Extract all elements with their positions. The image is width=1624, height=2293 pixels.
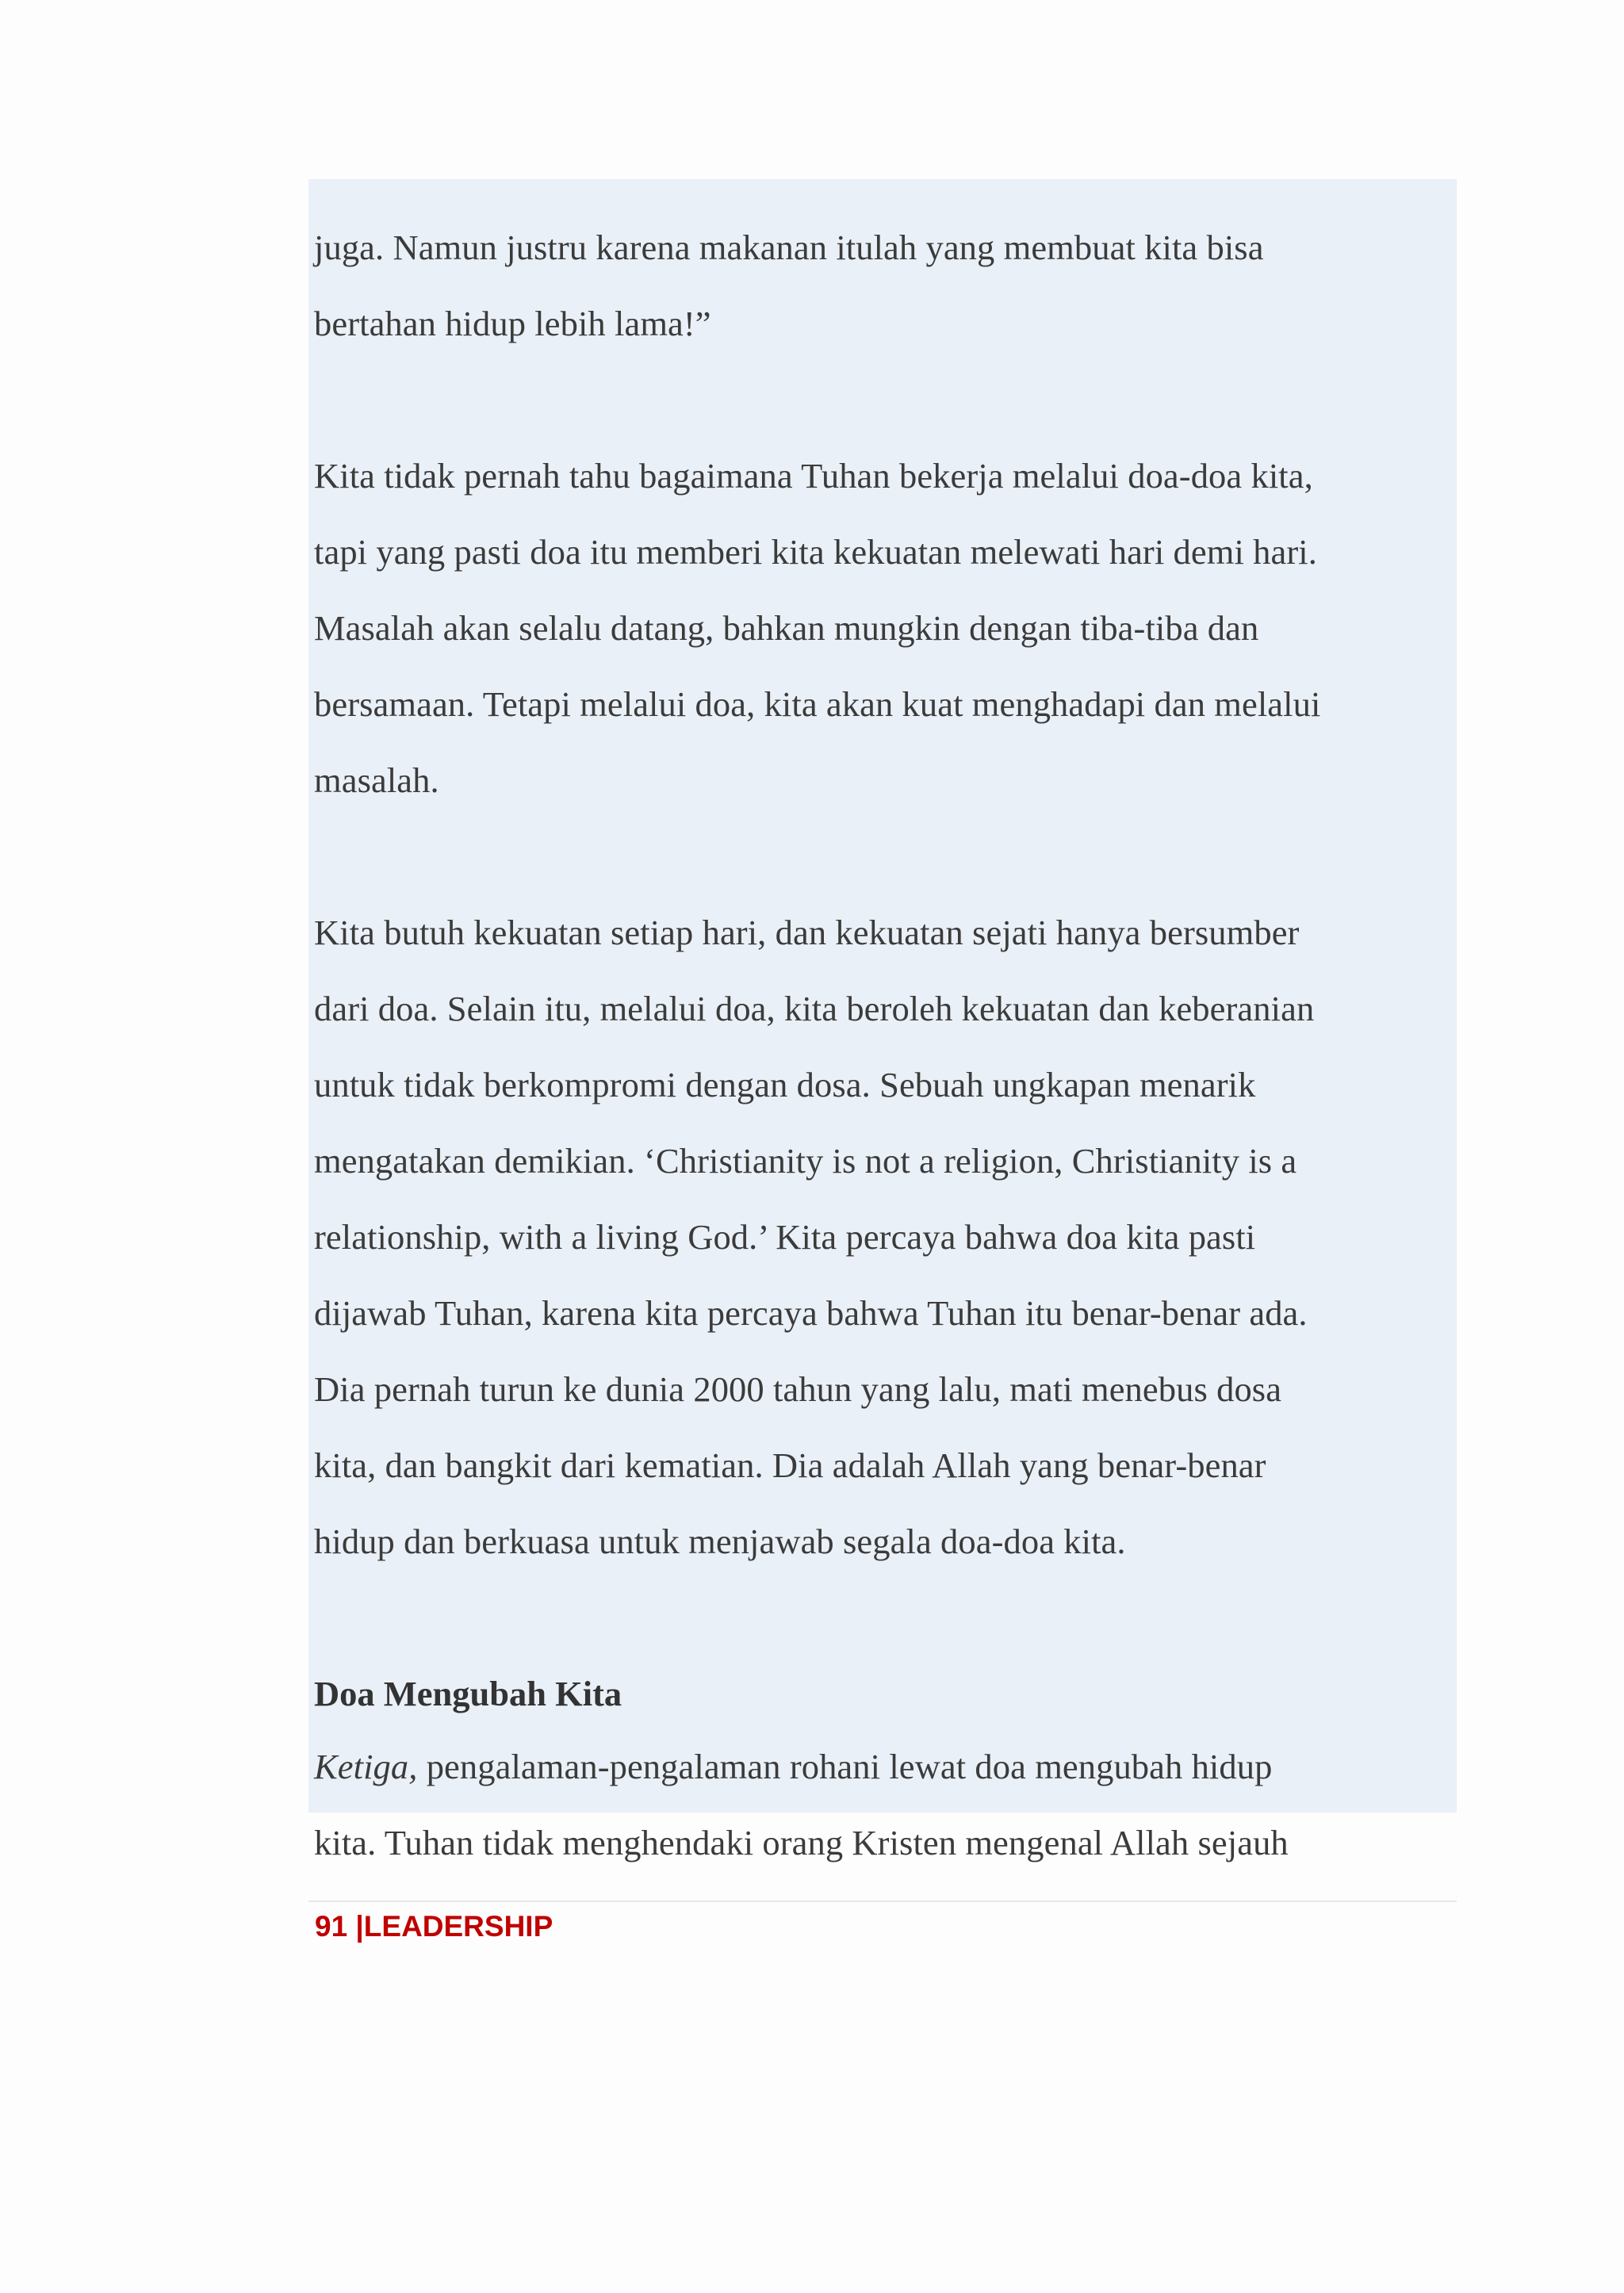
paragraph-1 xyxy=(314,209,1457,362)
paragraph-line: kita. Tuhan tidak menghendaki orang Kristen mengenal Allah sejauh xyxy=(314,1823,1289,1862)
paragraph-gap xyxy=(314,1579,1457,1656)
paragraph-line: Kita butuh kekuatan setiap hari, dan kekuatan sejati hanya bersumber xyxy=(314,913,1300,952)
page-footer: 91 |LEADERSHIP xyxy=(315,1910,553,1943)
paragraph-line: Dia pernah turun ke dunia 2000 tahun yang lalu, mati menebus dosa xyxy=(314,1369,1282,1409)
section-heading: Doa Mengubah Kita xyxy=(314,1674,622,1713)
paragraph-line: untuk tidak berkompromi dengan dosa. Sebuah ungkapan menarik xyxy=(314,1065,1256,1104)
paragraph-line: dijawab Tuhan, karena kita percaya bahwa Tuhan itu benar-benar ada. xyxy=(314,1293,1308,1333)
paragraph-line: dari doa. Selain itu, melalui doa, kita beroleh kekuatan dan keberanian xyxy=(314,989,1315,1028)
paragraph-3 xyxy=(314,894,1457,1579)
paragraph-line: kita, dan bangkit dari kematian. Dia adalah Allah yang benar-benar xyxy=(314,1445,1266,1485)
paragraph-line: Kita tidak pernah tahu bagaimana Tuhan bekerja melalui doa-doa kita, xyxy=(314,456,1313,496)
paragraph-4 xyxy=(314,1728,1457,1881)
paragraph-line: juga. Namun justru karena makanan itulah yang membuat kita bisa xyxy=(314,228,1264,267)
paragraph-line: mengatakan demikian. ‘Christianity is not a religion, Christianity is a xyxy=(314,1141,1297,1181)
text-block xyxy=(308,179,1457,1862)
paragraph-2 xyxy=(314,438,1457,818)
paragraph-line: bersamaan. Tetapi melalui doa, kita akan kuat menghadapi dan melalui xyxy=(314,684,1321,724)
lead-line-rest: pengalaman-pengalaman rohani lewat doa mengubah hidup xyxy=(417,1747,1273,1786)
paragraph-line: relationship, with a living God.’ Kita percaya bahwa doa kita pasti xyxy=(314,1217,1256,1257)
paragraph-gap xyxy=(314,362,1457,438)
paragraph-line: bertahan hidup lebih lama!” xyxy=(314,304,711,343)
paragraph-line xyxy=(314,1728,1457,1805)
paragraph-line: masalah. xyxy=(314,760,439,800)
footer-divider xyxy=(308,1901,1457,1902)
paragraph-line: hidup dan berkuasa untuk menjawab segala doa-doa kita. xyxy=(314,1522,1126,1561)
paragraph-gap xyxy=(314,818,1457,894)
italic-lead-word: Ketiga, xyxy=(314,1747,418,1786)
paragraph-line: tapi yang pasti doa itu memberi kita kekuatan melewati hari demi hari. xyxy=(314,532,1317,572)
paragraph-line: Masalah akan selalu datang, bahkan mungkin dengan tiba-tiba dan xyxy=(314,608,1259,648)
